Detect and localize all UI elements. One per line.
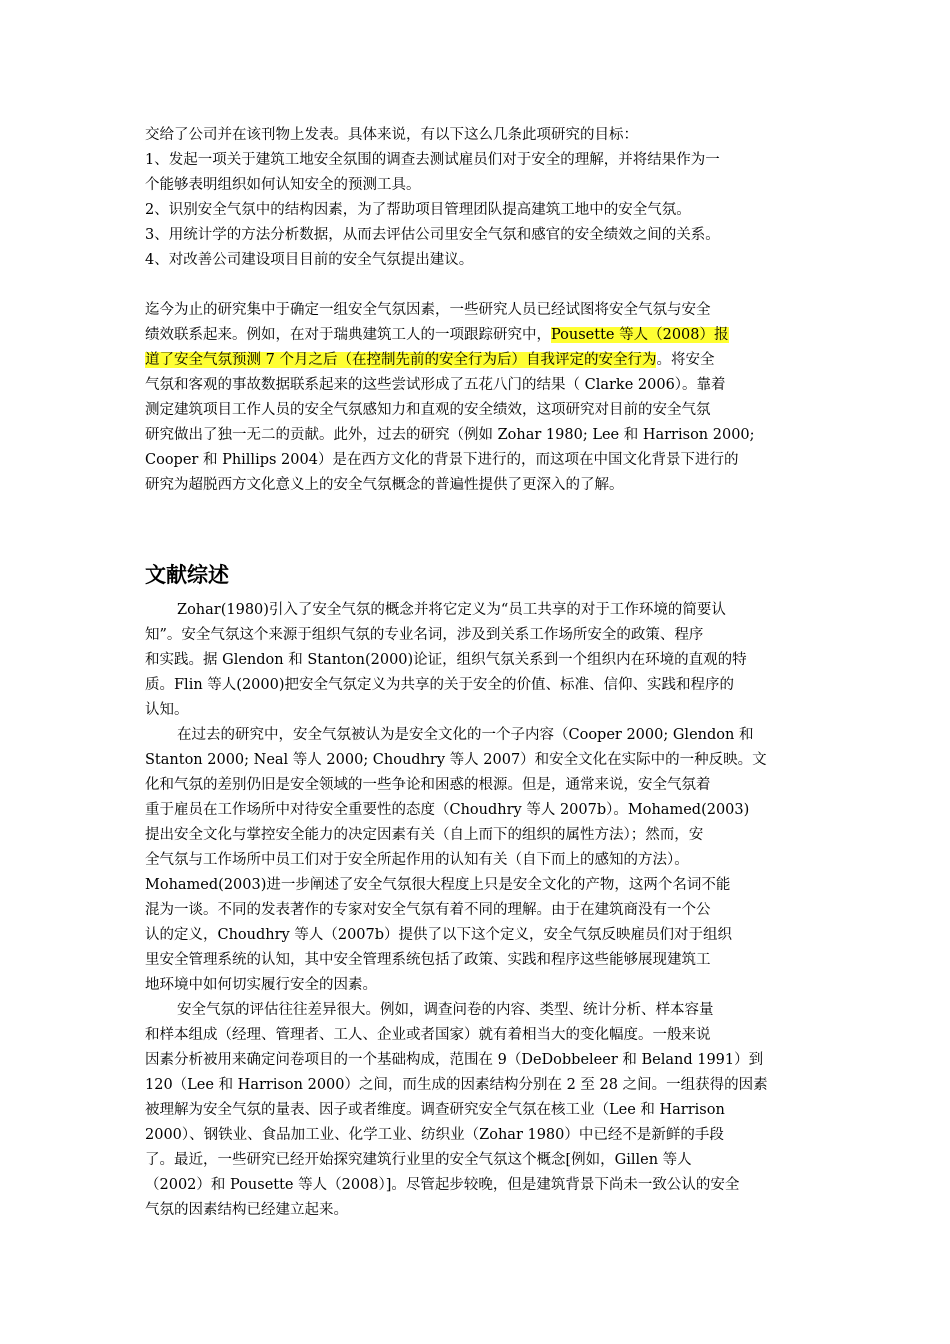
highlighted-text: Pousette 等人（2008）报 <box>551 327 729 343</box>
objectives-paragraph <box>145 123 807 273</box>
text-line: 交给了公司并在该刊物上发表。具体来说，有以下这么几条此项研究的目标： <box>145 127 638 143</box>
text-line: 重于雇员在工作场所中对待安全重要性的态度（Choudhry 等人 2007b）。Mohamed(2003) <box>145 802 750 818</box>
text-line: 混为一谈。不同的发表著作的专家对安全气氛有着不同的理解。由于在建筑商没有一个公 <box>145 902 711 918</box>
text-line <box>145 323 807 348</box>
text-line: 气氛和客观的事故数据联系起来的这些尝试形成了五花八门的结果（ Clarke 2006）。靠着 <box>145 377 726 393</box>
highlighted-text: 道了安全气氛预测 7 个月之后（在控制先前的安全行为后）自我评定的安全行为 <box>145 352 657 368</box>
text-line: 测定建筑项目工作人员的安全气氛感知力和直观的安全绩效，这项研究对目前的安全气氛 <box>145 402 711 418</box>
text-line: 研究做出了独一无二的贡献。此外，过去的研究（例如 Zohar 1980; Lee 和 Harrison 2000; <box>145 427 755 443</box>
text-line: 和实践。据 Glendon 和 Stanton(2000)论证，组织气氛关系到一个组织内在环境的直观的特 <box>145 652 747 668</box>
text-line: 和样本组成（经理、管理者、工人、企业或者国家）就有着相当大的变化幅度。一般来说 <box>145 1027 711 1043</box>
objective-2-line: 2、识别安全气氛中的结构因素，为了帮助项目管理团队提高建筑工地中的安全气氛。 <box>145 202 691 218</box>
text-line: 迄今为止的研究集中于确定一组安全气氛因素，一些研究人员已经试图将安全气氛与安全 <box>145 302 711 318</box>
text-line: 认的定义，Choudhry 等人（2007b）提供了以下这个定义，安全气氛反映雇员们对于组织 <box>145 927 733 943</box>
text-line: 气氛的因素结构已经建立起来。 <box>145 1202 348 1218</box>
text-line: 被理解为安全气氛的量表、因子或者维度。调查研究安全气氛在核工业（Lee 和 Harrison <box>145 1102 725 1118</box>
text-line: Stanton 2000; Neal 等人 2000; Choudhry 等人 2007）和安全文化在实际中的一种反映。文 <box>145 752 767 768</box>
text-line: 因素分析被用来确定问卷项目的一个基础构成，范围在 9（DeDobbeleer 和 Beland 1991）到 <box>145 1052 764 1068</box>
text-line: 提出安全文化与掌控安全能力的决定因素有关（自上而下的组织的属性方法）；然而，安 <box>145 827 704 843</box>
text-line: Mohamed(2003)进一步阐述了安全气氛很大程度上只是安全文化的产物，这两个名词不能 <box>145 877 731 893</box>
text-line: 知”。安全气氛这个来源于组织气氛的专业名词，涉及到关系工作场所安全的政策、程序 <box>145 627 704 643</box>
text-line: 化和气氛的差别仍旧是安全领域的一些争论和困惑的根源。但是，通常来说，安全气氛着 <box>145 777 711 793</box>
text-line: 认知。 <box>145 702 189 718</box>
text-segment: 。将安全 <box>656 352 715 368</box>
text-line: 在过去的研究中，安全气氛被认为是安全文化的一个子内容（Cooper 2000; Glendon 和 <box>177 727 754 743</box>
text-line: 安全气氛的评估往往差异很大。例如，调查问卷的内容、类型、统计分析、样本容量 <box>177 1002 714 1018</box>
literature-paragraph-1 <box>145 598 807 723</box>
literature-paragraph-2 <box>145 723 807 998</box>
text-line: 全气氛与工作场所中员工们对于安全所起作用的认知有关（自下而上的感知的方法）。 <box>145 852 689 868</box>
objective-4-line: 4、对改善公司建设项目目前的安全气氛提出建议。 <box>145 252 474 268</box>
research-paragraph <box>145 298 807 498</box>
objective-1-continuation: 个能够表明组织如何认知安全的预测工具。 <box>145 177 421 193</box>
text-line: 地环境中如何切实履行安全的因素。 <box>145 977 377 993</box>
text-line: 120（Lee 和 Harrison 2000）之间，而生成的因素结构分别在 2 至 28 之间。一组获得的因素 <box>145 1077 768 1093</box>
text-line: 研究为超脱西方文化意义上的安全气氛概念的普遍性提供了更深入的了解。 <box>145 477 624 493</box>
text-line: （2002）和 Pousette 等人（2008）]。尽管起步较晚，但是建筑背景下尚未一致公认的安全 <box>145 1177 740 1193</box>
objective-1-line: 1、发起一项关于建筑工地安全氛围的调查去测试雇员们对于安全的理解，并将结果作为一 <box>145 152 720 168</box>
objective-3-line: 3、用统计学的方法分析数据，从而去评估公司里安全气氛和感官的安全绩效之间的关系。 <box>145 227 720 243</box>
text-line: Cooper 和 Phillips 2004）是在西方文化的背景下进行的，而这项在中国文化背景下进行的 <box>145 452 739 468</box>
text-line: 了。最近，一些研究已经开始探究建筑行业里的安全气氛这个概念[例如，Gillen 等人 <box>145 1152 692 1168</box>
text-line: 2000）、钢铁业、食品加工业、化学工业、纺织业（Zohar 1980）中已经不是新鲜的手段 <box>145 1127 724 1143</box>
text-line <box>145 348 807 373</box>
text-line: 质。Flin 等人(2000)把安全气氛定义为共享的关于安全的价值、标准、信仰、实践和程序的 <box>145 677 734 693</box>
literature-paragraph-3 <box>145 998 807 1223</box>
text-segment: 绩效联系起来。例如，在对于瑞典建筑工人的一项跟踪研究中， <box>145 327 551 343</box>
text-line: 里安全管理系统的认知，其中安全管理系统包括了政策、实践和程序这些能够展现建筑工 <box>145 952 711 968</box>
text-line: Zohar(1980)引入了安全气氛的概念并将它定义为“员工共享的对于工作环境的简要认 <box>177 602 726 618</box>
section-heading: 文献综述 <box>145 563 229 587</box>
